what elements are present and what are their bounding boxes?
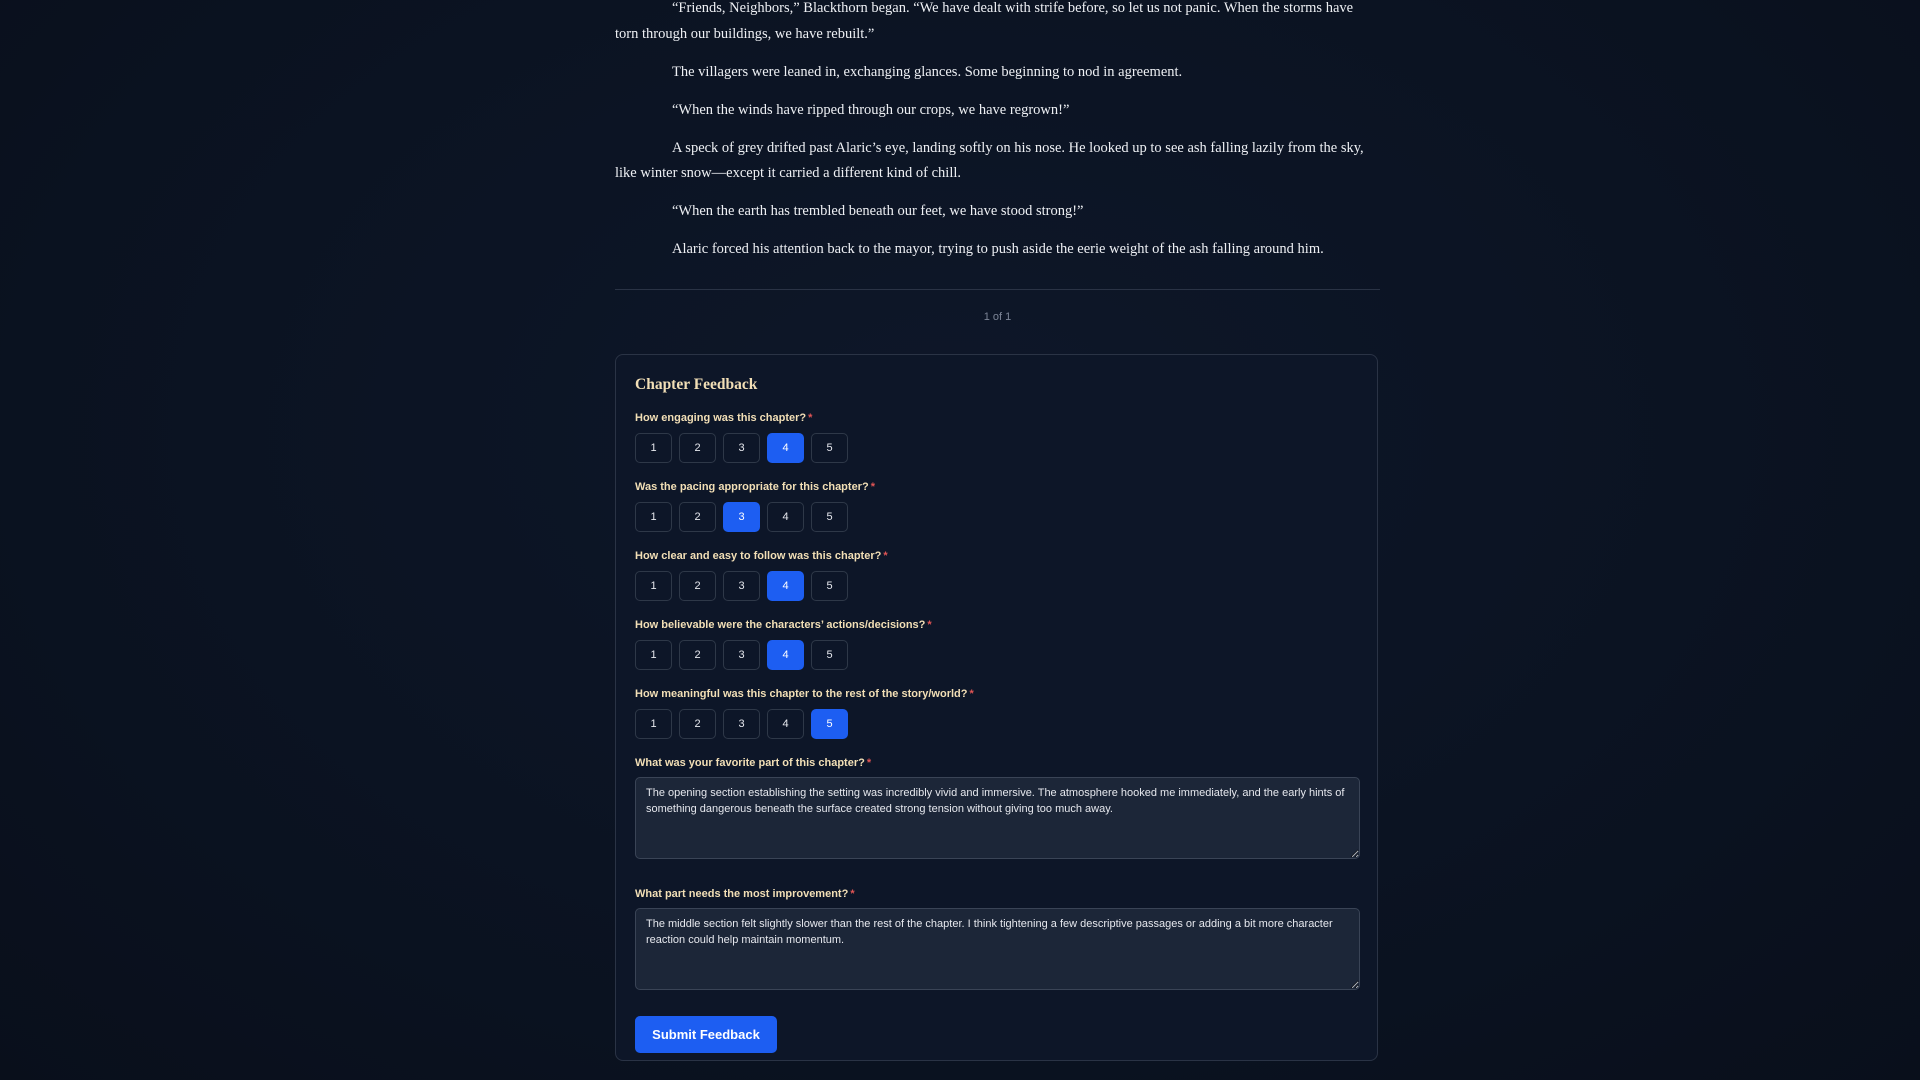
rating-option-4[interactable]: 4 [767,502,804,532]
required-marker: * [870,481,875,493]
rating-option-5[interactable]: 5 [811,571,848,601]
rating-scale [635,709,1358,739]
story-paragraph: “When the winds have ripped through our crops, we have regrown!” [672,101,1070,118]
required-marker: * [927,619,932,631]
rating-question [635,411,1358,463]
story-paragraph: “Friends, Neighbors,” Blackthorn began. “We have dealt with strife before, so let us not panic. When the storms have torn through our buildings, we have rebuilt.” [615,0,1354,42]
improvement-question [635,887,1358,990]
question-label: What part needs the most improvement? [635,888,849,900]
improvement-textarea[interactable] [635,908,1360,990]
rating-scale [635,433,1358,463]
required-marker: * [969,688,974,700]
rating-scale [635,640,1358,670]
rating-option-2[interactable]: 2 [679,640,716,670]
rating-option-4[interactable]: 4 [767,640,804,670]
rating-questions [635,411,1358,739]
required-marker: * [850,888,855,900]
rating-scale [635,502,1358,532]
question-label: What was your favorite part of this chapter? [635,757,865,769]
rating-option-3[interactable]: 3 [723,640,760,670]
rating-option-1[interactable]: 1 [635,433,672,463]
favorite-part-question [635,756,1358,859]
submit-feedback-button[interactable]: Submit Feedback [635,1016,777,1053]
question-label: How clear and easy to follow was this chapter? [635,550,882,562]
rating-option-2[interactable]: 2 [679,709,716,739]
required-marker: * [866,757,872,769]
required-marker: * [883,550,888,562]
required-marker: * [808,412,813,424]
rating-question [635,549,1358,601]
rating-option-1[interactable]: 1 [635,502,672,532]
rating-scale [635,571,1358,601]
rating-option-2[interactable]: 2 [679,433,716,463]
rating-option-1[interactable]: 1 [635,640,672,670]
rating-option-2[interactable]: 2 [679,502,716,532]
story-paragraph: Alaric forced his attention back to the mayor, trying to push aside the eerie weight of the ash falling around him. [672,241,1324,257]
story-paragraph: “When the earth has trembled beneath our feet, we have stood strong!” [672,203,1084,219]
rating-question [635,618,1358,670]
rating-option-3[interactable]: 3 [723,502,760,532]
rating-option-4[interactable]: 4 [767,433,804,463]
question-label: Was the pacing appropriate for this chapter? [635,481,869,493]
chapter-feedback-form [615,354,1378,1061]
question-label: How engaging was this chapter? [635,412,807,424]
rating-option-4[interactable]: 4 [767,709,804,739]
rating-option-4[interactable]: 4 [767,571,804,601]
page-indicator: 1 of 1 [983,310,1012,323]
question-label: How believable were the characters’ actions/decisions? [635,619,926,631]
rating-option-3[interactable]: 3 [723,571,760,601]
section-divider [615,289,1380,290]
rating-option-5[interactable]: 5 [811,502,848,532]
chapter-text [615,0,1380,263]
rating-option-1[interactable]: 1 [635,709,672,739]
rating-question [635,480,1358,532]
feedback-title: Chapter Feedback [635,376,758,393]
reader-column [615,0,1380,1042]
story-paragraph: A speck of grey drifted past Alaric’s eye, landing softly on his nose. He looked up to see ash falling lazily from the sky, like winter snow—except it carried a different kind of chill. [615,139,1364,181]
rating-option-1[interactable]: 1 [635,571,672,601]
rating-option-3[interactable]: 3 [723,433,760,463]
rating-question [635,687,1358,739]
rating-option-5[interactable]: 5 [811,640,848,670]
question-label: How meaningful was this chapter to the rest of the story/world? [635,688,968,700]
rating-option-3[interactable]: 3 [723,709,760,739]
rating-option-5[interactable]: 5 [811,709,848,739]
rating-option-2[interactable]: 2 [679,571,716,601]
story-paragraph: The villagers were leaned in, exchanging glances. Some beginning to nod in agreement. [672,63,1183,80]
favorite-part-textarea[interactable] [635,777,1360,859]
rating-option-5[interactable]: 5 [811,433,848,463]
